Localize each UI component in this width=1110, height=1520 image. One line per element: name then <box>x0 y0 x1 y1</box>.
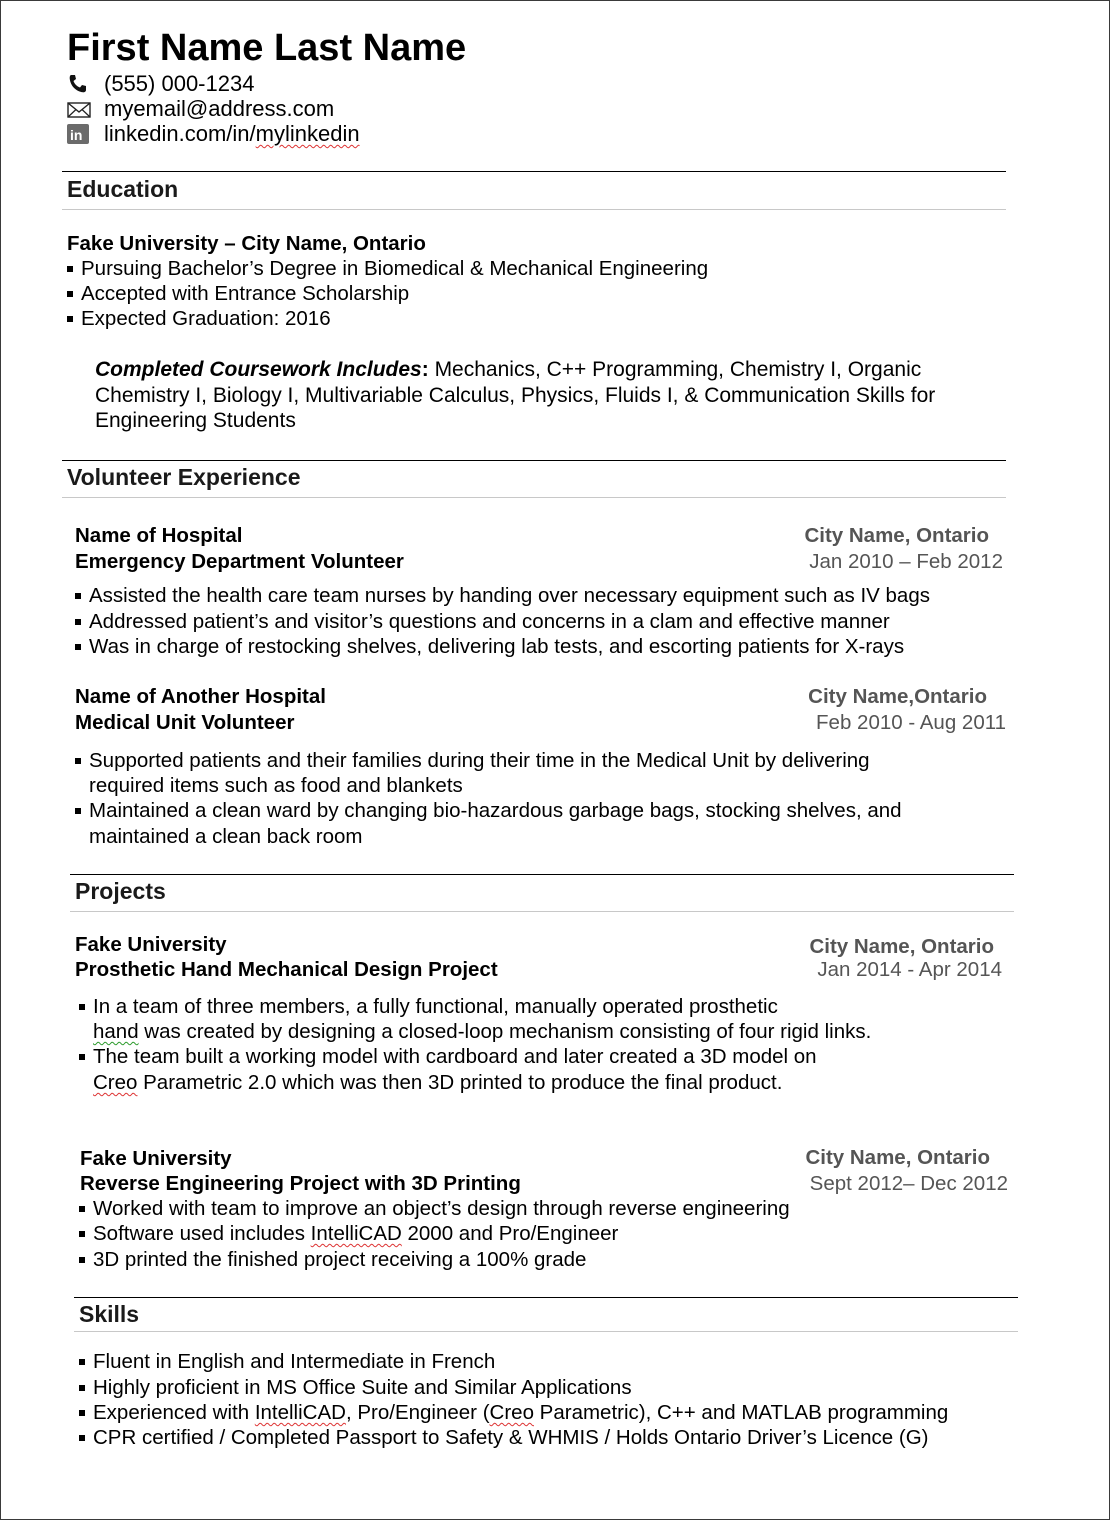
entry-dates: Feb 2010 - Aug 2011 <box>816 711 1006 734</box>
entry-location: City Name,Ontario <box>808 685 987 708</box>
linkedin-url[interactable] <box>104 121 360 147</box>
education-school: Fake University – City Name, Ontario <box>67 232 426 255</box>
entry-org: Name of Another Hospital <box>75 685 326 708</box>
section-rule <box>62 497 1006 498</box>
svg-text:in: in <box>70 127 83 143</box>
section-title-volunteer: Volunteer Experience <box>67 464 301 490</box>
linkedin-handle: mylinkedin <box>255 121 360 146</box>
entry-location: City Name, Ontario <box>805 1146 990 1169</box>
entry-role: Reverse Engineering Project with 3D Printing <box>80 1172 521 1195</box>
section-rule <box>62 171 1006 172</box>
envelope-icon <box>67 99 91 119</box>
phone-icon <box>67 74 91 94</box>
email-address[interactable]: myemail@address.com <box>104 96 335 121</box>
linkedin-prefix: linkedin.com/in/ <box>104 121 256 146</box>
section-title-skills: Skills <box>79 1301 140 1327</box>
coursework-line-2: Chemistry I, Biology I, Multivariable Calculus, Physics, Fluids I, & Communication Skills for <box>95 384 936 407</box>
entry-dates: Jan 2014 - Apr 2014 <box>817 958 1002 981</box>
coursework-label: Completed Coursework Includes <box>95 358 422 381</box>
section-title-education: Education <box>67 176 179 202</box>
section-rule <box>70 874 1014 875</box>
coursework-line-3: Engineering Students <box>95 409 296 432</box>
coursework-line-1: Completed Coursework Includes: Mechanics, C++ Programming, Chemistry I, Organic <box>95 358 922 381</box>
section-title-projects: Projects <box>75 878 166 904</box>
section-rule <box>62 209 1006 210</box>
entry-role: Medical Unit Volunteer <box>75 711 295 734</box>
entry-org: Fake University <box>80 1147 232 1170</box>
entry-role: Prosthetic Hand Mechanical Design Project <box>75 958 498 981</box>
entry-location: City Name, Ontario <box>809 935 994 958</box>
entry-dates: Sept 2012– Dec 2012 <box>809 1172 1008 1195</box>
section-rule <box>74 1331 1018 1332</box>
section-rule <box>74 1297 1018 1298</box>
entry-location: City Name, Ontario <box>804 524 989 547</box>
entry-role: Emergency Department Volunteer <box>75 550 404 573</box>
linkedin-icon <box>67 124 91 144</box>
candidate-name: First Name Last Name <box>67 27 467 69</box>
section-rule <box>70 911 1014 912</box>
entry-dates: Jan 2010 – Feb 2012 <box>809 550 1003 573</box>
entry-org: Name of Hospital <box>75 524 243 547</box>
phone-number: (555) 000-1234 <box>104 71 255 96</box>
entry-org: Fake University <box>75 933 227 956</box>
section-rule <box>62 460 1006 461</box>
